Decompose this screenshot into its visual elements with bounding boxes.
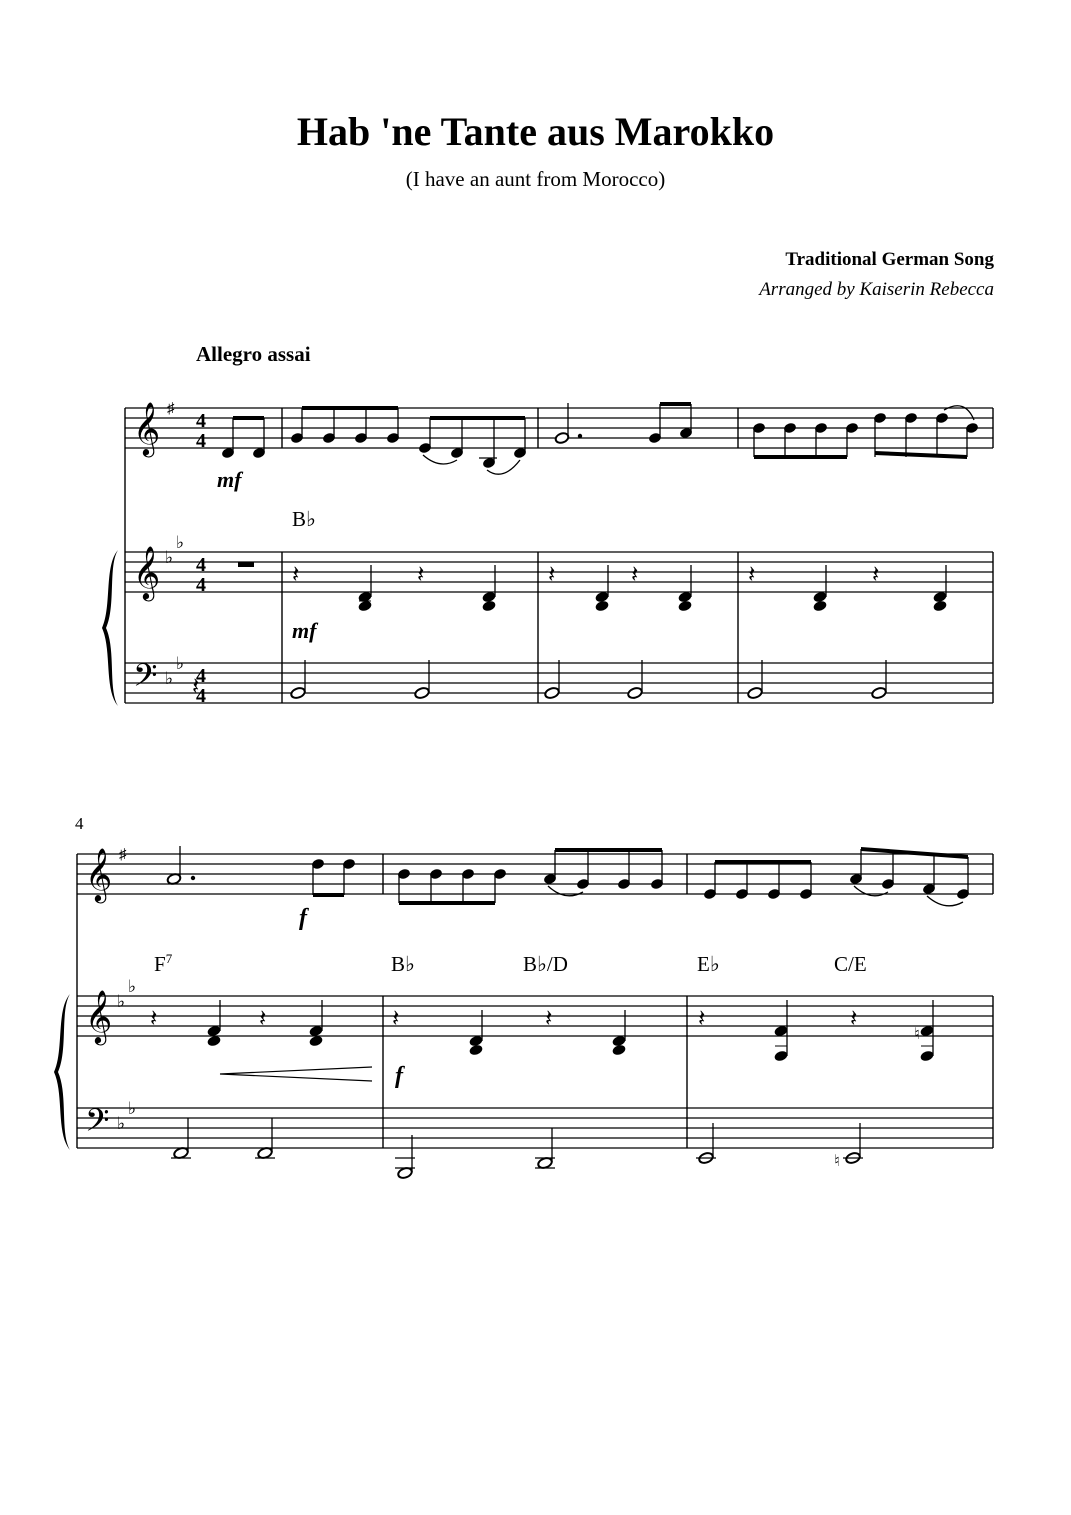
tempo-marking: Allegro assai bbox=[196, 342, 311, 366]
flat-icon: ♭ bbox=[176, 654, 185, 673]
svg-text:𝄽: 𝄽 bbox=[392, 1006, 400, 1032]
piano-brace-2 bbox=[54, 994, 70, 1150]
whole-rest bbox=[238, 562, 254, 567]
svg-text:4: 4 bbox=[196, 430, 206, 452]
flat-icon: ♭ bbox=[128, 977, 137, 996]
svg-text:𝄽: 𝄽 bbox=[259, 1006, 267, 1032]
treble-clef-icon: 𝄞 bbox=[133, 547, 161, 598]
measure-number: 4 bbox=[75, 814, 84, 833]
svg-text:𝄽: 𝄽 bbox=[548, 562, 556, 588]
svg-text:𝄽: 𝄽 bbox=[698, 1006, 706, 1032]
svg-text:4: 4 bbox=[196, 665, 206, 687]
chord-symbol: $F^7$ bbox=[154, 951, 173, 976]
svg-text:𝄽: 𝄽 bbox=[417, 562, 425, 588]
piano-bass-notes-1 bbox=[192, 660, 887, 700]
dynamic-marking: f bbox=[395, 1063, 403, 1089]
bass-clef-icon: 𝄢 bbox=[85, 1104, 110, 1146]
dynamic-marking: f bbox=[299, 905, 307, 931]
svg-text:𝄽: 𝄽 bbox=[631, 562, 639, 588]
flat-icon: ♭ bbox=[176, 533, 185, 552]
flat-icon: ♭ bbox=[117, 1114, 126, 1133]
bass-clef-icon: 𝄢 bbox=[133, 659, 158, 701]
dynamic-marking: mf bbox=[292, 618, 317, 643]
svg-text:4: 4 bbox=[196, 574, 206, 596]
piano-treble-staff-1 bbox=[125, 552, 993, 592]
crescendo-hairpin bbox=[220, 1067, 372, 1081]
melody-notes-2 bbox=[166, 846, 969, 906]
svg-text:𝄽: 𝄽 bbox=[748, 562, 756, 588]
treble-clef-icon: 𝄞 bbox=[85, 991, 113, 1042]
piece-title: Hab 'ne Tante aus Marokko bbox=[296, 109, 775, 154]
flat-icon: ♭ bbox=[165, 669, 174, 688]
svg-text:𝄽: 𝄽 bbox=[292, 562, 300, 588]
chord-symbol: B♭ bbox=[391, 952, 415, 976]
composer-credit: Traditional German Song bbox=[785, 249, 994, 270]
barlines-2 bbox=[77, 854, 993, 1148]
svg-text:𝄽: 𝄽 bbox=[850, 1006, 858, 1032]
piano-bass-staff-2 bbox=[77, 1108, 993, 1148]
piano-treble-notes-2 bbox=[150, 1000, 934, 1062]
sharp-icon: ♯ bbox=[167, 401, 175, 417]
system-1 bbox=[102, 401, 993, 707]
chord-symbol: B♭/D bbox=[523, 952, 568, 976]
chord-symbol: E♭ bbox=[697, 952, 720, 976]
piano-bass-notes-2 bbox=[171, 1118, 863, 1180]
svg-text:𝄽: 𝄽 bbox=[192, 674, 200, 700]
piano-treble-notes-1 bbox=[238, 562, 947, 612]
natural-icon: ♮ bbox=[914, 1026, 920, 1043]
arranger-credit: Arranged by Kaiserin Rebecca bbox=[759, 279, 994, 300]
svg-text:𝄽: 𝄽 bbox=[872, 562, 880, 588]
svg-text:4: 4 bbox=[196, 554, 206, 576]
natural-icon: ♮ bbox=[834, 1153, 840, 1170]
svg-text:𝄽: 𝄽 bbox=[150, 1006, 158, 1032]
chord-symbol: C/E bbox=[834, 952, 867, 976]
treble-clef-icon: 𝄞 bbox=[133, 403, 161, 454]
treble-clef-icon: 𝄞 bbox=[85, 849, 113, 900]
svg-text:4: 4 bbox=[196, 685, 206, 707]
flat-icon: ♭ bbox=[128, 1099, 137, 1118]
piece-subtitle: (I have an aunt from Morocco) bbox=[405, 167, 666, 191]
svg-text:𝄽: 𝄽 bbox=[545, 1006, 553, 1032]
dynamic-marking: mf bbox=[217, 467, 242, 492]
system-2 bbox=[54, 814, 993, 1180]
svg-text:4: 4 bbox=[196, 410, 206, 432]
piano-brace-1 bbox=[102, 550, 118, 706]
chord-symbol: B♭ bbox=[292, 507, 316, 531]
flat-icon: ♭ bbox=[117, 992, 126, 1011]
flat-icon: ♭ bbox=[165, 548, 174, 567]
sharp-icon: ♯ bbox=[119, 847, 127, 863]
